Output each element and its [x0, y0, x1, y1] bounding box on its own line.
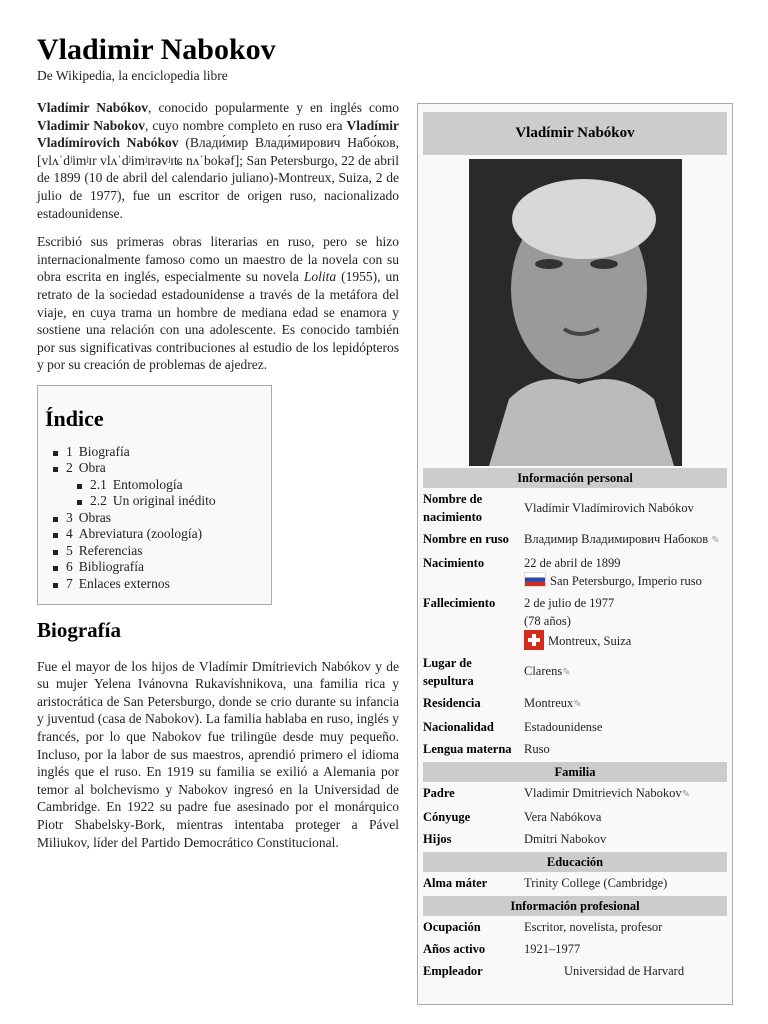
text: , cuyo nombre completo en ruso era — [145, 117, 347, 133]
russia-flag-icon — [524, 572, 546, 587]
info-row — [423, 552, 727, 592]
toc-item[interactable] — [66, 444, 271, 461]
info-value: Vladímir Vladímirovich Nabókov — [524, 501, 694, 515]
info-label: Hijos — [423, 832, 452, 846]
info-value: Владимир Владимирович Набоков — [524, 532, 709, 546]
info-label: Cónyuge — [423, 810, 471, 824]
page-title: Vladimir Nabokov — [37, 33, 276, 66]
toc-number: 4 — [66, 526, 73, 541]
family-table — [423, 782, 727, 850]
info-value: Escritor, novelista, profesor — [524, 920, 663, 934]
bold-name: Vladímir Nabókov — [37, 100, 149, 115]
toc-title: Índice — [45, 405, 104, 431]
info-label: Ocupación — [423, 920, 481, 934]
toc-label: Entomología — [112, 476, 183, 492]
info-label: Alma máter — [423, 876, 488, 890]
section-header-education: Educación — [423, 852, 727, 872]
toc-item[interactable] — [66, 526, 271, 543]
personal-info-table — [423, 488, 727, 760]
toc-number: 3 — [66, 509, 73, 525]
info-row — [423, 652, 727, 692]
info-row — [423, 716, 727, 738]
info-row — [423, 806, 727, 828]
info-label: Nacionalidad — [423, 720, 494, 734]
page-subtitle: De Wikipedia, la enciclopedia libre — [37, 68, 228, 83]
professional-table — [423, 916, 727, 982]
info-label: Nombre de nacimiento — [423, 492, 483, 524]
info-value[interactable]: Trinity College (Cambridge) — [524, 876, 668, 890]
info-label: Nacimiento — [423, 556, 485, 570]
toc-item[interactable] — [66, 460, 271, 510]
pencil-icon[interactable]: ✎ — [681, 789, 690, 800]
info-value: Estadounidense — [524, 720, 603, 734]
toc-number: 6 — [66, 559, 73, 574]
toc-item[interactable] — [66, 576, 271, 593]
info-value: 22 de abril de 1899 — [524, 556, 621, 570]
toc-label: Referencias — [78, 542, 143, 558]
lolita-link[interactable]: Lolita — [303, 269, 337, 285]
second-paragraph — [37, 233, 399, 374]
pencil-icon[interactable]: ✎ — [711, 535, 720, 546]
education-table — [423, 872, 727, 894]
info-value: 2 de julio de 1977 — [524, 596, 615, 610]
toc-label: Enlaces externos — [78, 575, 170, 591]
infobox — [417, 103, 733, 1005]
article-body — [37, 99, 399, 862]
deathplace-link[interactable]: Montreux, Suiza — [548, 634, 632, 648]
info-value[interactable]: Clarens — [524, 664, 563, 678]
toc-label: Obra — [78, 460, 106, 475]
info-label: Residencia — [423, 696, 481, 710]
info-label: Fallecimiento — [423, 596, 496, 610]
info-value[interactable]: Montreux — [524, 696, 574, 710]
info-row — [423, 738, 727, 760]
section-header-professional: Información profesional — [423, 896, 727, 916]
toc-number: 2.1 — [90, 476, 107, 492]
info-value: Ruso — [524, 742, 550, 756]
info-row — [423, 782, 727, 806]
toc-label: Bibliografía — [78, 559, 144, 574]
info-row — [423, 916, 727, 938]
toc-number: 5 — [66, 542, 73, 558]
info-row — [423, 488, 727, 528]
toc-label: Abreviatura (zoología) — [78, 526, 203, 541]
portrait-photo — [469, 159, 682, 466]
info-label: Lugar de sepultura — [423, 656, 474, 688]
biography-paragraph: Fue el mayor de los hijos de Vladímir Dmítrievich Nabókov y de su mujer Yelena Ivánovna Rukavíshnikova, una familia rica y aristocrática de San Petersburgo, donde se crio durante su infancia y juventud (casa de Nabokov). La familia hablaba en ruso, inglés y francés, por lo que Nabokov fue trilingüe desde muy pequeño. Incluso, por la labor de sus maestros, aprendió primero el idioma inglés que el ruso. En 1919 su familia se exilió a Alemania por temor al bolchevismo y Nabokov ingresó en la Universidad de Cambridge. En 1922 su padre fue asesinado por el monárquico Piotr Shabelsky-Bork, mientras intentaba proteger a Pável Miliukov, líder del Partido Democrático Constitucional. — [37, 658, 399, 850]
toc-number: 2 — [66, 460, 73, 475]
info-value[interactable]: Vera Nabókova — [524, 810, 602, 824]
info-value[interactable]: Universidad de Harvard — [564, 964, 685, 978]
toc-label: Obras — [78, 509, 111, 525]
infobox-title: Vladímir Nabókov — [423, 112, 727, 155]
pencil-icon[interactable]: ✎ — [573, 699, 582, 710]
section-header-family: Familia — [423, 762, 727, 782]
toc-label: Biografía — [78, 443, 130, 459]
text: (1955), un retrato de la sociedad estadounidense a través de la metáfora del viaje, en cuya trama un hombre de mediana edad se enamora y sostiene una relación con una adolescente. Es conocido también por sus significativas contribuciones al estudio de los lepidópteros y por su creación de problemas de ajedrez. — [37, 269, 399, 373]
toc-item[interactable] — [66, 559, 271, 576]
pencil-icon[interactable]: ✎ — [562, 667, 571, 678]
info-label: Lengua materna — [423, 742, 512, 756]
text: (Влади́мир Влади́мирович Набо́ков, [vlʌˈdʲimʲɪr vlʌˈdʲimʲɪrəvʲɪʨ nʌˈbokəf]; San Petersburgo, 22 de abril de 1899 (10 de abril del calendario juliano)-Montreux, Suiza, 2 de julio de 1977), fue un escritor de origen ruso, nacionalizado estadounidense. — [37, 135, 399, 221]
age: (78 años) — [524, 614, 571, 628]
toc-label: Un original inédito — [112, 493, 216, 508]
info-row — [423, 960, 727, 982]
birthplace-link[interactable]: San Petersburgo, Imperio ruso — [550, 574, 702, 588]
info-row — [423, 872, 727, 894]
toc-item[interactable] — [90, 477, 271, 494]
section-heading-biografia: Biografía — [37, 618, 121, 642]
info-value[interactable]: Vladimir Dmitrievich Nabokov — [524, 786, 682, 800]
info-row — [423, 692, 727, 716]
intro-paragraph — [37, 99, 399, 222]
toc-item[interactable] — [66, 510, 271, 527]
text: , conocido popularmente y en inglés como — [148, 100, 399, 115]
section-header-personal: Información personal — [423, 468, 727, 488]
info-label: Nombre en ruso — [423, 532, 509, 546]
info-value[interactable]: Dmitri Nabokov — [524, 832, 607, 846]
toc-number: 1 — [66, 443, 73, 459]
table-of-contents — [37, 385, 272, 605]
bold-name: Vladímir Vladímirovich Nabókov — [37, 117, 399, 151]
toc-item[interactable] — [66, 543, 271, 560]
info-row — [423, 592, 727, 652]
toc-number: 2.2 — [90, 493, 107, 508]
info-value: 1921–1977 — [524, 942, 581, 956]
toc-item[interactable] — [90, 493, 271, 510]
toc-number: 7 — [66, 575, 73, 591]
info-label: Empleador — [423, 964, 483, 978]
info-row — [423, 828, 727, 850]
info-row — [423, 938, 727, 960]
switzerland-flag-icon — [524, 630, 544, 650]
bold-name: Vladimir Nabokov — [37, 117, 146, 133]
text: Escribió sus primeras obras literarias en ruso, pero se hizo internacionalmente famoso como un maestro de la novela con su obra escrita en inglés, especialmente su novela — [37, 234, 399, 285]
info-label: Padre — [423, 786, 455, 800]
info-row — [423, 528, 727, 552]
info-label: Años activo — [423, 942, 486, 956]
